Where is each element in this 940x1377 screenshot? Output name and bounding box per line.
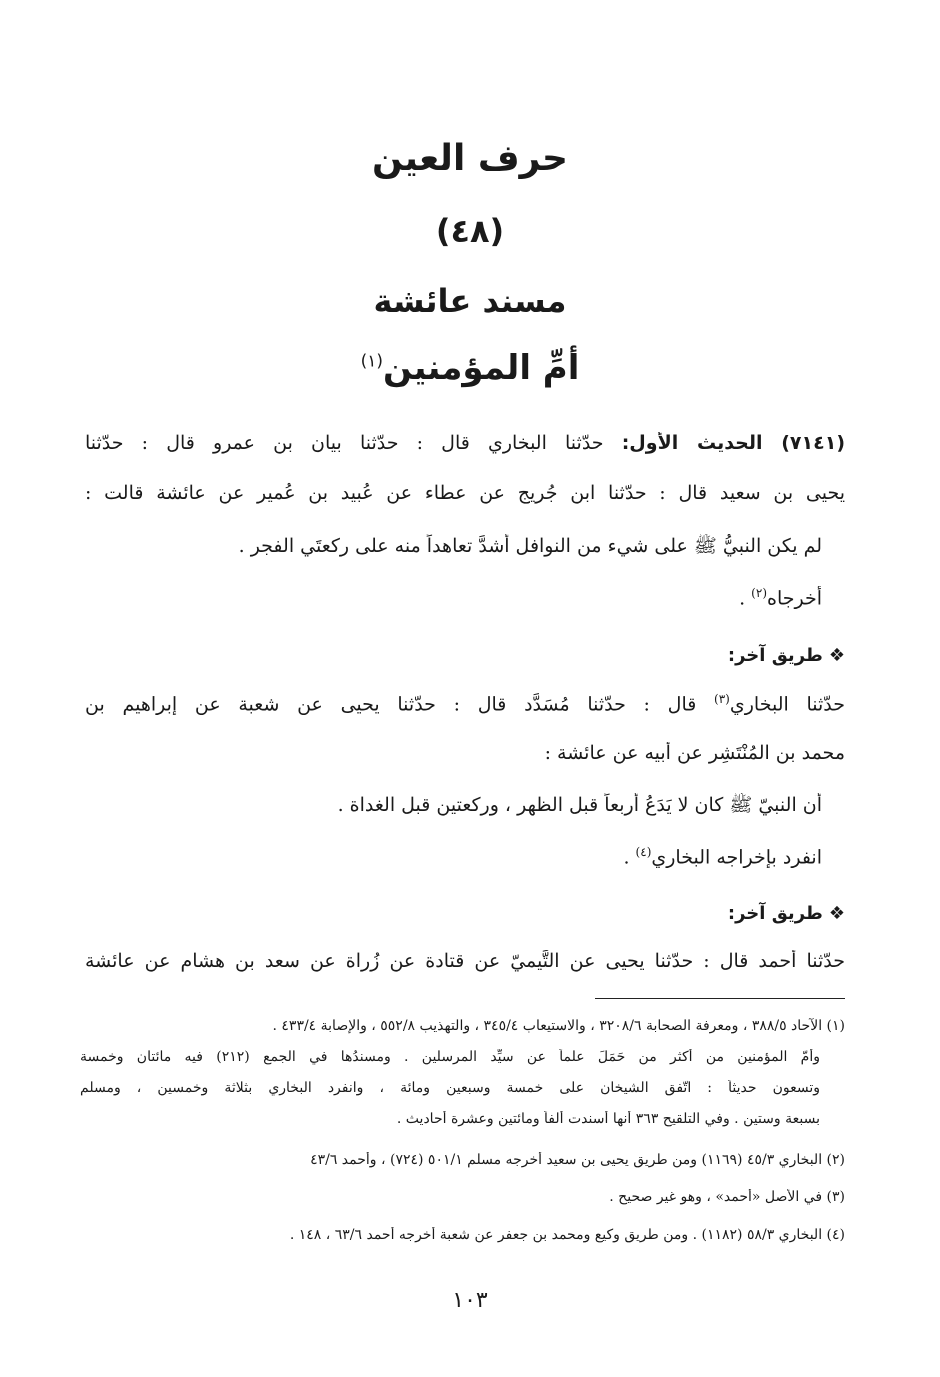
footnote-ref-4: (٤) bbox=[635, 845, 652, 859]
route-1-text-b: قال : حدّثنا مُسَدَّد قال : حدّثنا يحيى عن شعبة عن إبراهيم بن bbox=[85, 693, 715, 716]
route-1-line-1 bbox=[85, 692, 845, 715]
takhrij-end-2: . bbox=[623, 846, 636, 869]
other-route-heading-1 bbox=[728, 645, 845, 666]
takhrij-end-1: . bbox=[739, 587, 752, 610]
ornament-icon: ❖ bbox=[828, 645, 845, 666]
route-2-line-1: حدّثنا أحمد قال : حدّثنا يحيى عن التَّيميّ عن قتادة عن زُراة عن سعد بن هشام عن عائشة bbox=[85, 950, 845, 972]
takhrij-line-2 bbox=[85, 845, 822, 868]
footnote-ref-3: (٣) bbox=[714, 692, 730, 706]
footnote-1-line-4: بسبعة وستين . وفي التلقيح ٣٦٣ أنها أسندت ألفاً ومائتين وعشرة أحاديث . bbox=[396, 1111, 820, 1127]
hadith-line-1 bbox=[85, 432, 845, 454]
page-number: ١٠٣ bbox=[452, 1288, 488, 1313]
footnote-1-line-2: وأمّ المؤمنين من أكثر من حَمَلَ علماً عن سيِّد المرسلين . ومسندُها في الجمع (٢١٢) فيه مائتان وخمسة bbox=[80, 1049, 820, 1065]
musnad-title-heading: مسند عائشة bbox=[373, 282, 567, 320]
route-1-matn-line: أن النبيّ ﷺ كان لا يَدَعُ أربعاً قبل الظهر ، وركعتين قبل الغداة . bbox=[337, 794, 822, 816]
footnote-ref-1: (١) bbox=[360, 351, 384, 372]
route-1-line-2: محمد بن المُنْتَشِر عن أبيه عن عائشة : bbox=[544, 742, 845, 764]
hadith-matn-line: لم يكن النبيُّ ﷺ على شيء من النوافل أشدَّ تعاهداً منه على ركعتَي الفجر . bbox=[238, 535, 822, 557]
other-route-heading-2 bbox=[728, 903, 845, 924]
route-1-text-a: حدّثنا البخاري bbox=[729, 693, 845, 716]
footnote-2: (٢) البخاري ٤٥/٣ (١١٦٩) ومن طريق يحيى بن سعيد أخرجه مسلم ٥٠١/١ (٧٢٤) ، وأحمد ٤٣/٦ bbox=[310, 1152, 845, 1168]
musnad-number-heading: (٤٨) bbox=[435, 212, 505, 250]
other-route-label-1: طريق آخر: bbox=[727, 645, 823, 666]
takhrij-text-2: انفرد بإخراجه البخاري bbox=[651, 846, 822, 869]
umm-title: أمِّ المؤمنين bbox=[383, 348, 580, 388]
footnote-divider bbox=[595, 998, 845, 999]
footnote-ref-2: (٢) bbox=[751, 586, 767, 600]
umm-heading bbox=[0, 348, 940, 388]
footnote-4: (٤) البخاري ٥٨/٣ (١١٨٢) . ومن طريق وكيع ومحمد بن جعفر عن شعبة أخرجه أحمد ٦٣/٦ ، ١٤٨ . bbox=[289, 1227, 845, 1243]
footnote-3: (٣) في الأصل «أحمد» ، وهو غير صحيح . bbox=[609, 1189, 845, 1205]
hadith-chain-start: حدّثنا البخاري قال : حدّثنا بيان بن عمرو قال : حدّثنا bbox=[85, 432, 622, 454]
hadith-line-2: يحيى بن سعيد قال : حدّثنا ابن جُريج عن عطاء عن عُبيد بن عُمير عن عائشة قالت : bbox=[85, 482, 845, 504]
takhrij-line-1 bbox=[85, 586, 822, 609]
hadith-number-label: (٧١٤١) الحديث الأول: bbox=[621, 432, 845, 454]
other-route-label-2: طريق آخر: bbox=[727, 903, 823, 924]
footnote-1-line-3: وتسعون حديثاً : اتّفق الشيخان على خمسة وسبعين ومائة ، وانفرد البخاري بثلاثة وخمسين ، ومسلم bbox=[80, 1080, 820, 1096]
footnote-1-line-1: (١) الآحاد ٣٨٨/٥ ، ومعرفة الصحابة ٣٢٠٨/٦ ، والاستيعاب ٣٤٥/٤ ، والتهذيب ٥٥٢/٨ ، والإصابة ٤٣٣/٤ . bbox=[272, 1018, 845, 1034]
chapter-letter-heading: حرف العين bbox=[372, 138, 568, 179]
ornament-icon: ❖ bbox=[828, 903, 845, 924]
takhrij-text-1: أخرجاه bbox=[767, 587, 822, 610]
